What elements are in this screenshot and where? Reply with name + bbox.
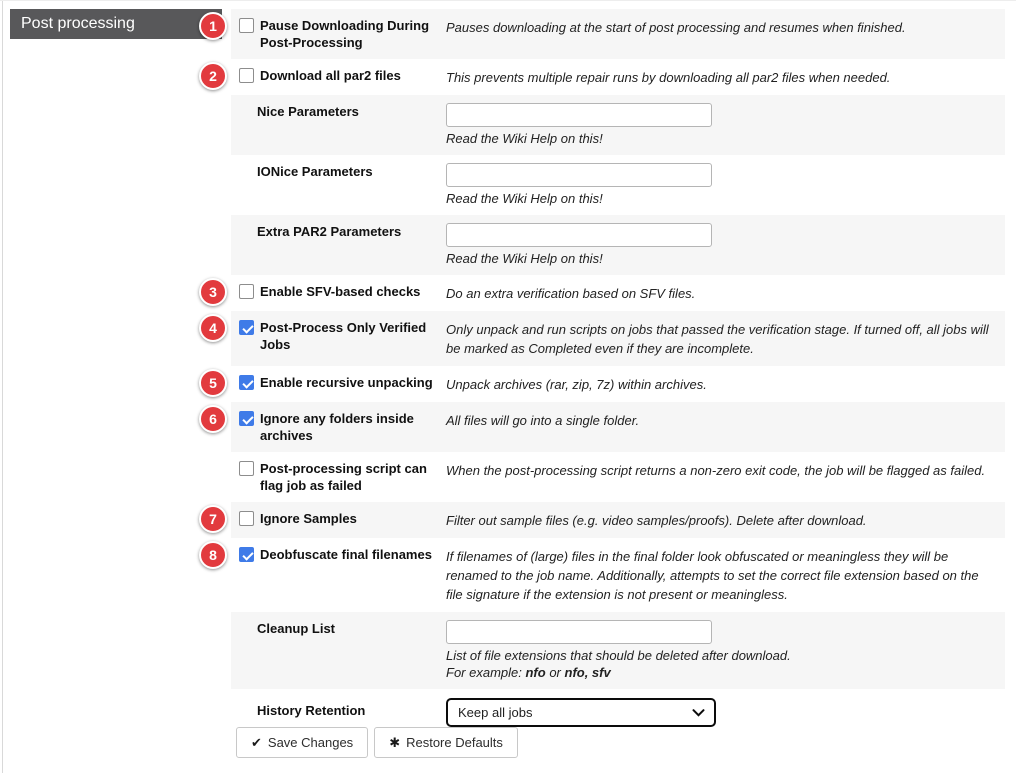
- restore-defaults-button[interactable]: ✱ Restore Defaults: [374, 727, 518, 758]
- checkmark-icon: ✔: [251, 734, 262, 750]
- setting-label: Download all par2 files: [260, 68, 401, 83]
- setting-label: Deobfuscate final filenames: [260, 547, 432, 562]
- setting-label: Nice Parameters: [257, 104, 359, 119]
- cleanup-example-text: For example: nfo or nfo, sfv: [446, 665, 611, 680]
- setting-description: This prevents multiple repair runs by downloading all par2 files when needed.: [446, 70, 891, 85]
- setting-label: Post-Process Only Verified Jobs: [260, 320, 427, 352]
- step-badge-1: 1: [199, 12, 227, 40]
- extra-par2-parameters-input[interactable]: [446, 223, 712, 247]
- settings-rows: [209, 9, 1005, 734]
- row-ignore-folders-inside-archives: [209, 402, 1005, 452]
- row-extra-par2-parameters: [231, 215, 1005, 275]
- row-cleanup-list: [231, 612, 1005, 689]
- script-flag-failed-checkbox[interactable]: [239, 461, 254, 476]
- setting-label: IONice Parameters: [257, 164, 373, 179]
- setting-description: Do an extra verification based on SFV files.: [446, 286, 696, 301]
- step-badge-4: 4: [199, 314, 227, 342]
- ignore-samples-checkbox[interactable]: [239, 511, 254, 526]
- wiki-help-text: Read the Wiki Help on this!: [446, 131, 603, 146]
- setting-label: Cleanup List: [257, 621, 336, 636]
- ignore-folders-checkbox[interactable]: [239, 411, 254, 426]
- cleanup-help-text: List of file extensions that should be deleted after download.: [446, 648, 791, 663]
- wiki-help-text: Read the Wiki Help on this!: [446, 191, 603, 206]
- step-badge-6: 6: [199, 405, 227, 433]
- wiki-help-text: Read the Wiki Help on this!: [446, 251, 603, 266]
- step-badge-2: 2: [199, 62, 227, 90]
- save-changes-button[interactable]: ✔ Save Changes: [236, 727, 368, 758]
- setting-label: Ignore any folders inside archives: [260, 411, 414, 443]
- row-download-all-par2: [209, 59, 1005, 95]
- row-pause-downloading: [209, 9, 1005, 59]
- nice-parameters-input[interactable]: [446, 103, 712, 127]
- postprocess-verified-jobs-checkbox[interactable]: [239, 320, 254, 335]
- ionice-parameters-input[interactable]: [446, 163, 712, 187]
- setting-description: If filenames of (large) files in the final folder look obfuscated or meaningless they will be renamed to the job name. Additionally, attempts to set the correct file extension based on the file signature if the extension is not present or meaningless.: [446, 549, 979, 602]
- setting-description: When the post-processing script returns a non-zero exit code, the job will be flagged as failed.: [446, 463, 986, 478]
- setting-label: Extra PAR2 Parameters: [257, 224, 402, 239]
- step-badge-8: 8: [199, 541, 227, 569]
- step-badge-3: 3: [199, 278, 227, 306]
- form-actions: [236, 727, 518, 758]
- row-script-can-flag-failed: [231, 452, 1005, 502]
- row-nice-parameters: [231, 95, 1005, 155]
- setting-label: Ignore Samples: [260, 511, 357, 526]
- row-enable-sfv-checks: [209, 275, 1005, 311]
- cleanup-list-input[interactable]: [446, 620, 712, 644]
- row-recursive-unpacking: [209, 366, 1005, 402]
- step-badge-7: 7: [199, 505, 227, 533]
- setting-label: Pause Downloading During Post-Processing: [260, 18, 430, 50]
- setting-label: History Retention: [257, 703, 366, 718]
- asterisk-icon: ✱: [389, 734, 401, 750]
- recursive-unpacking-checkbox[interactable]: [239, 375, 254, 390]
- setting-label: Enable SFV-based checks: [260, 284, 421, 299]
- history-retention-select[interactable]: [446, 698, 716, 727]
- enable-sfv-checks-checkbox[interactable]: [239, 284, 254, 299]
- setting-description: Unpack archives (rar, zip, 7z) within archives.: [446, 377, 707, 392]
- pause-downloading-checkbox[interactable]: [239, 18, 254, 33]
- row-postprocess-verified-jobs: [209, 311, 1005, 366]
- setting-description: Only unpack and run scripts on jobs that passed the verification stage. If turned off, all jobs will be marked as Completed even if they are incomplete.: [446, 322, 989, 356]
- section-header: Post processing: [10, 9, 222, 39]
- row-ignore-samples: [209, 502, 1005, 538]
- setting-description: Pauses downloading at the start of post processing and resumes when finished.: [446, 20, 906, 35]
- setting-label: Enable recursive unpacking: [260, 375, 433, 390]
- setting-description: Filter out sample files (e.g. video samples/proofs). Delete after download.: [446, 513, 867, 528]
- row-ionice-parameters: [231, 155, 1005, 215]
- setting-label: Post-processing script can flag job as failed: [260, 461, 427, 493]
- row-deobfuscate-filenames: [209, 538, 1005, 612]
- history-retention-selected-value: Keep all jobs: [458, 705, 533, 720]
- deobfuscate-filenames-checkbox[interactable]: [239, 547, 254, 562]
- page-left-border: [2, 1, 3, 773]
- chevron-down-icon: [692, 709, 705, 717]
- step-badge-5: 5: [199, 369, 227, 397]
- download-all-par2-checkbox[interactable]: [239, 68, 254, 83]
- setting-description: All files will go into a single folder.: [446, 413, 640, 428]
